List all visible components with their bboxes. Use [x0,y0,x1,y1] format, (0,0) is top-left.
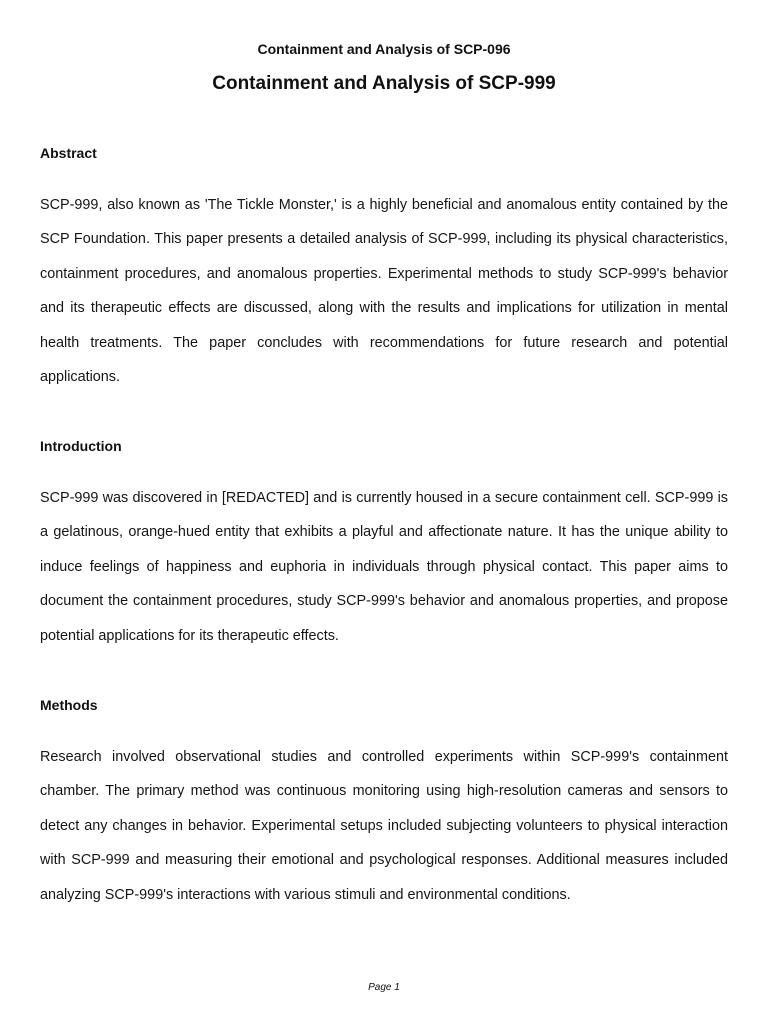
page-number: Page 1 [368,982,400,993]
abstract-paragraph: SCP-999, also known as 'The Tickle Monster,' is a highly beneficial and anomalous entity contained by the SCP Foundation. This paper presents a detailed analysis of SCP-999, including its physical characteristics, containment procedures, and anomalous properties. Experimental methods to study SCP-999's behavior and its therapeutic effects are discussed, along with the results and implications for utilization in mental health treatments. The paper concludes with recommendations for future research and potential applications. [40,197,728,386]
document-title: Containment and Analysis of SCP-999 [212,73,556,94]
introduction-paragraph: SCP-999 was discovered in [REDACTED] and is currently housed in a secure containment cell. SCP-999 is a gelatinous, orange-hued entity that exhibits a playful and affectionate nature. It has the unique ability to induce feelings of happiness and euphoria in individuals through physical contact. This paper aims to document the containment procedures, study SCP-999's behavior and anomalous properties, and propose potential applications for its therapeutic effects. [40,490,728,644]
methods-heading: Methods [40,697,98,713]
running-header: Containment and Analysis of SCP-096 [257,41,511,57]
abstract-heading: Abstract [40,145,97,161]
introduction-heading: Introduction [40,438,122,454]
methods-paragraph: Research involved observational studies and controlled experiments within SCP-999's containment chamber. The primary method was continuous monitoring using high-resolution cameras and sensors to detect any changes in behavior. Experimental setups included subjecting volunteers to physical interaction with SCP-999 and measuring their emotional and psychological responses. Additional measures included analyzing SCP-999's interactions with various stimuli and environmental conditions. [40,749,728,903]
